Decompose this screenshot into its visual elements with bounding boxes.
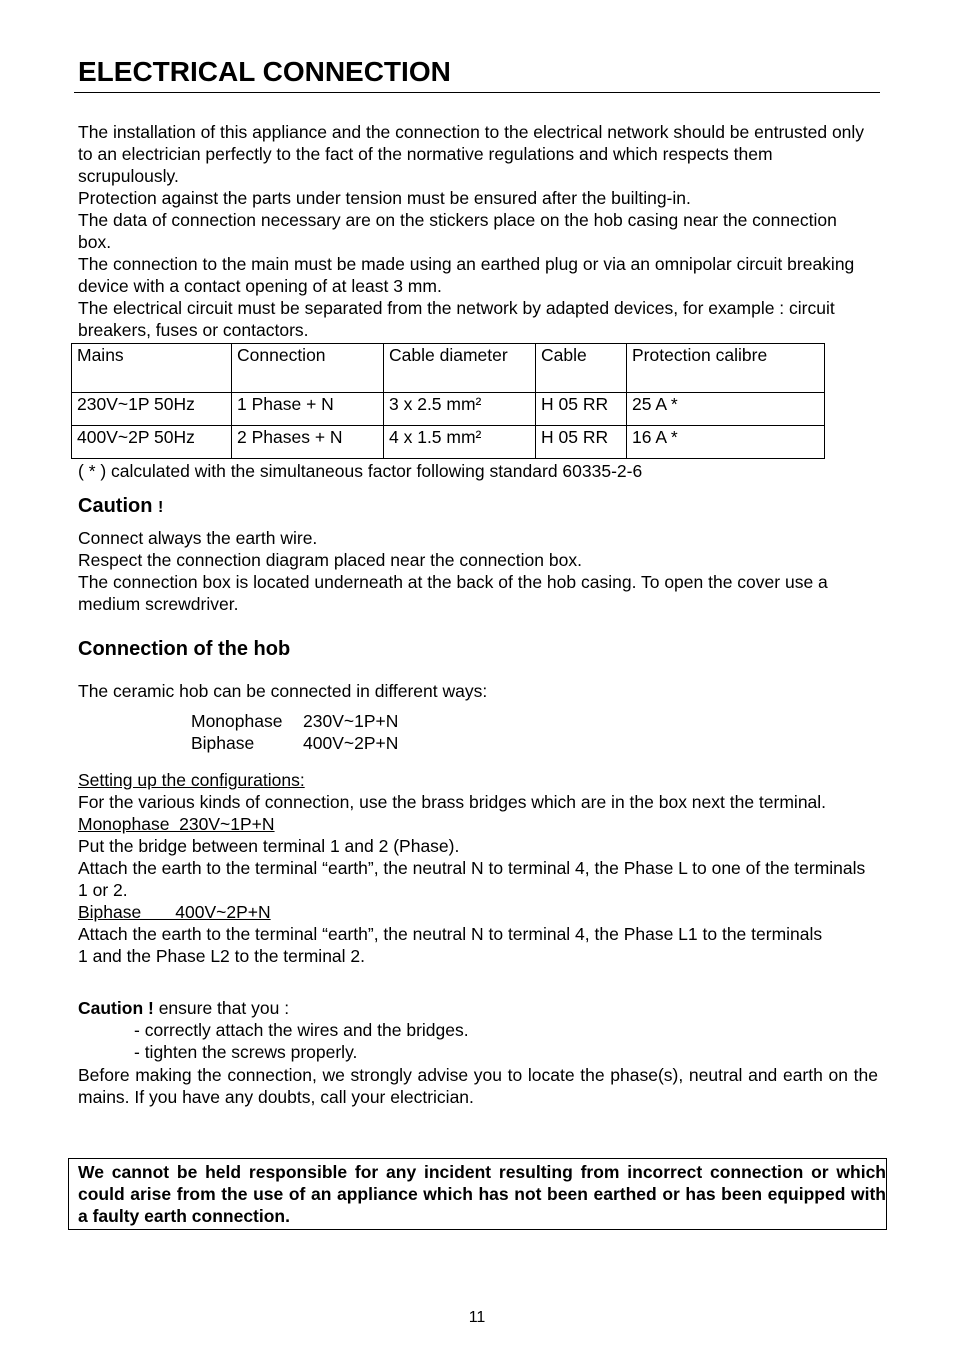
table-footnote: ( * ) calculated with the simultaneous factor following standard 60335-2-6 (78, 461, 643, 481)
table-cell: 16 A * (627, 426, 825, 459)
table-row (72, 426, 825, 459)
section-heading-hob: Connection of the hob (78, 638, 291, 660)
table-cell: 3 x 2.5 mm² (384, 393, 536, 426)
table-cell: H 05 RR (536, 426, 627, 459)
table-cell: 1 Phase + N (232, 393, 384, 426)
connection-table (71, 343, 825, 459)
intro-text (78, 121, 878, 341)
bi-text: Attach the earth to the terminal “earth”, the neutral N to terminal 4, the Phase L1 to the terminals 1 and the Phase L2 to the terminal 2. (78, 924, 823, 966)
mode-row (191, 732, 398, 754)
table-header-row (72, 344, 825, 393)
mono-line: Put the bridge between terminal 1 and 2 (Phase). (78, 836, 460, 856)
bi-heading-text: Biphase 400V~2P+N (78, 902, 271, 922)
table-cell: 400V~2P 50Hz (72, 426, 232, 459)
table-header-cell: Cable (536, 344, 627, 393)
intro-paragraph: Protection against the parts under tension must be ensured after the builting-in. (78, 188, 691, 208)
mode-value: 400V~2P+N (303, 733, 399, 753)
table-cell: 4 x 1.5 mm² (384, 426, 536, 459)
mode-value: 230V~1P+N (303, 711, 399, 731)
caution-heading (78, 493, 163, 521)
caution-text (78, 527, 878, 615)
intro-paragraph: The installation of this appliance and the connection to the electrical network should be entrusted only to an electrician perfectly to the fact of the normative regulations and which respects them scrupulously. (78, 122, 865, 186)
caution-mark: ! (158, 499, 164, 516)
caution-ensure (78, 997, 289, 1019)
table-cell: 2 Phases + N (232, 426, 384, 459)
caution-line: Respect the connection diagram placed near the connection box. (78, 550, 582, 570)
checklist-item: - tighten the screws properly. (134, 1042, 358, 1062)
caution-heading-text: Caution (78, 495, 153, 517)
checklist (134, 1019, 469, 1063)
table-header-cell: Cable diameter (384, 344, 536, 393)
page-title: ELECTRICAL CONNECTION (78, 56, 451, 87)
configuration-text (78, 769, 878, 967)
table-cell: H 05 RR (536, 393, 627, 426)
table-header-cell: Protection calibre (627, 344, 825, 393)
caution-line: Connect always the earth wire. (78, 528, 318, 548)
mono-heading-text: Monophase 230V~1P+N (78, 814, 275, 834)
table-cell: 230V~1P 50Hz (72, 393, 232, 426)
table-cell: 25 A * (627, 393, 825, 426)
page-number: 11 (468, 1309, 486, 1326)
mono-heading (78, 813, 878, 835)
caution-line: The connection box is located underneath at the back of the hob casing. To open the cover use a medium screwdriver. (78, 572, 828, 614)
intro-paragraph: The data of connection necessary are on the stickers place on the hob casing near the connection box. (78, 210, 837, 252)
intro-paragraph: The connection to the main must be made using an earthed plug or via an omnipolar circuit breaking device with a contact opening of at least 3 mm. (78, 254, 855, 296)
mono-line: Attach the earth to the terminal “earth”, the neutral N to terminal 4, the Phase L to one of the terminals 1 or 2. (78, 858, 866, 900)
table-row (72, 393, 825, 426)
mode-list (191, 710, 398, 754)
title-underline (74, 92, 880, 93)
advice-text: Before making the connection, we strongly advise you to locate the phase(s), neutral and earth on the mains. If you have any doubts, call your electrician. (78, 1065, 878, 1107)
setup-text: For the various kinds of connection, use the brass bridges which are in the box next the terminal. (78, 792, 827, 812)
table-header-cell: Mains (72, 344, 232, 393)
setup-heading: Setting up the configurations: (78, 770, 305, 790)
mode-name: Biphase (191, 733, 255, 753)
caution-ensure-label: Caution ! (78, 998, 154, 1018)
hob-intro: The ceramic hob can be connected in different ways: (78, 681, 488, 701)
liability-notice: We cannot be held responsible for any incident resulting from incorrect connection or which could arise from the use of an appliance which has not been earthed or has been equipped with a faulty earth connection. (68, 1158, 887, 1230)
mode-name: Monophase (191, 711, 283, 731)
checklist-item: - correctly attach the wires and the bridges. (134, 1020, 469, 1040)
intro-paragraph: The electrical circuit must be separated from the network by adapted devices, for example : circuit breakers, fuses or contactors. (78, 298, 835, 340)
mode-row (191, 710, 398, 732)
bi-heading (78, 901, 878, 923)
table-header-cell: Connection (232, 344, 384, 393)
caution-ensure-text: ensure that you : (153, 998, 290, 1018)
